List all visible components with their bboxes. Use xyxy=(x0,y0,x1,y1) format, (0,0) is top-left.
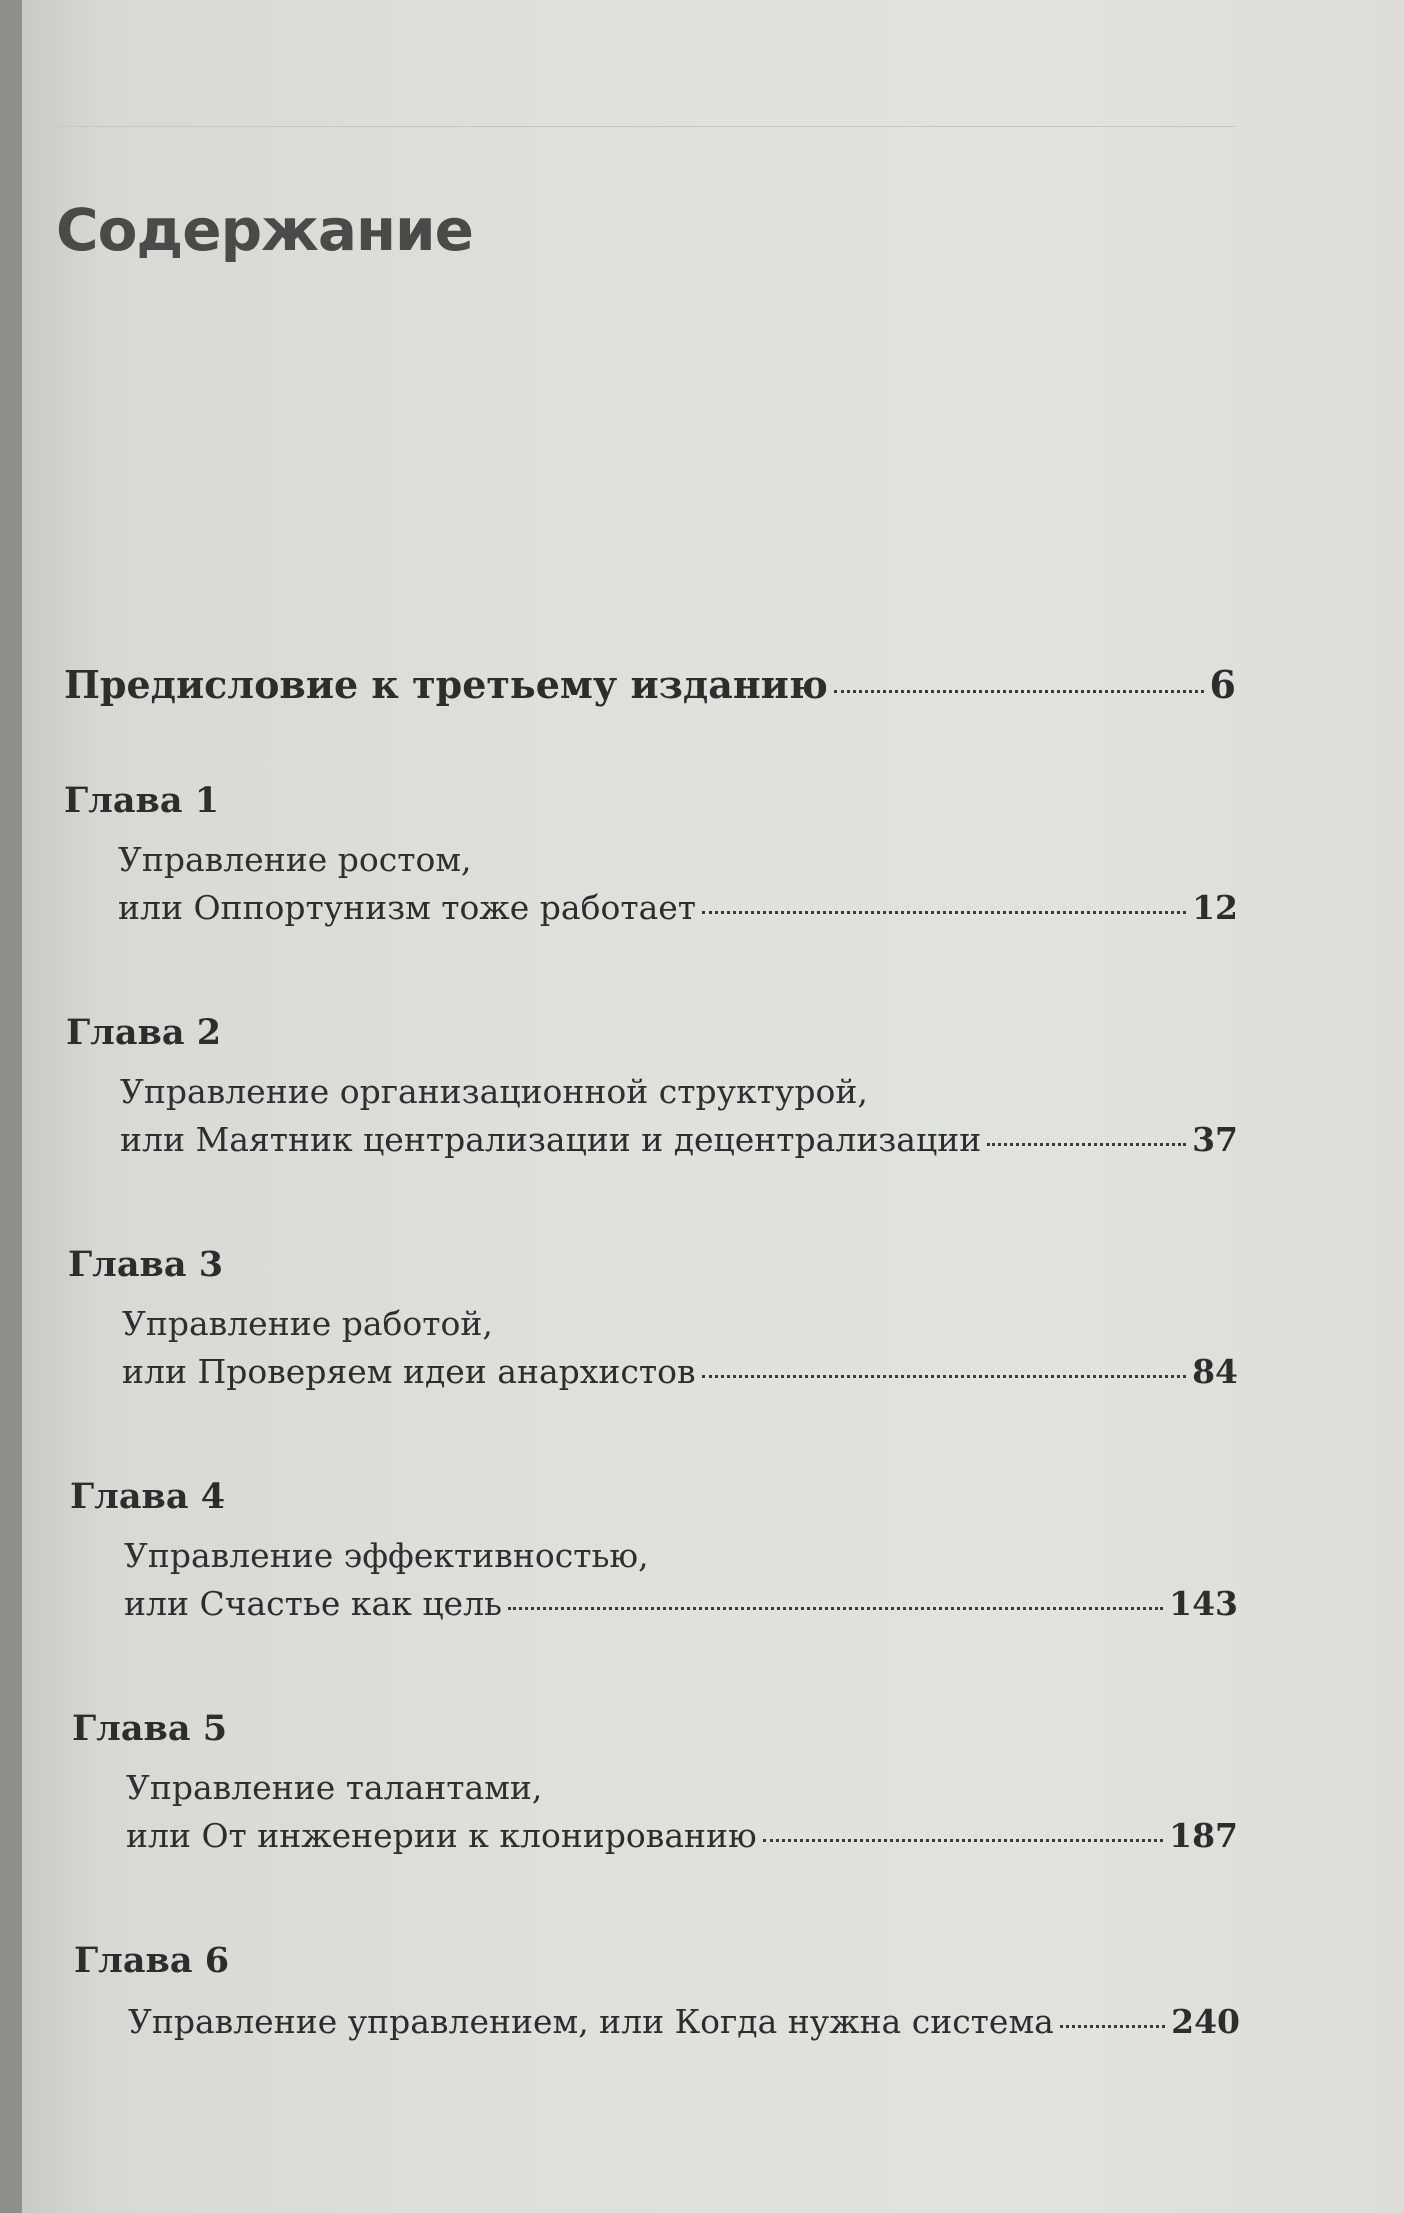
chapter-title-line-2: или Проверяем идеи анархистов xyxy=(122,1352,696,1391)
toc-entry-chapter-3[interactable] xyxy=(122,1352,1238,1391)
chapter-label-4: Глава 4 xyxy=(70,1476,226,1517)
dot-leader xyxy=(987,1143,1186,1146)
toc-page-number: 84 xyxy=(1192,1352,1238,1391)
toc-entry-chapter-2[interactable] xyxy=(120,1120,1238,1159)
bleed-through-running-head xyxy=(58,92,1236,127)
toc-page-number: 240 xyxy=(1171,2002,1240,2041)
toc-entry-chapter-1[interactable] xyxy=(118,888,1238,927)
chapter-title-line-2: или Счастье как цель xyxy=(124,1584,503,1623)
chapter-title-line-1: Управление организационной структурой, xyxy=(120,1072,868,1111)
chapter-title-line-2: или Оппортунизм тоже работает xyxy=(118,888,697,927)
dot-leader xyxy=(763,1839,1163,1842)
chapter-title-line-1: Управление талантами, xyxy=(126,1768,543,1807)
chapter-label-1: Глава 1 xyxy=(64,780,220,821)
dot-leader xyxy=(702,911,1186,914)
toc-page-number: 6 xyxy=(1209,662,1236,707)
toc-entry-preface[interactable] xyxy=(64,662,1236,707)
chapter-label-6: Глава 6 xyxy=(74,1940,230,1981)
page-title: Содержание xyxy=(56,196,474,264)
toc-entry-chapter-4[interactable] xyxy=(124,1584,1238,1623)
chapter-title-line-2: или Маятник централизации и децентрализации xyxy=(120,1120,982,1159)
chapter-label-2: Глава 2 xyxy=(66,1012,222,1053)
toc-page-number: 12 xyxy=(1192,888,1238,927)
chapter-title-line-2: или От инженерии к клонированию xyxy=(126,1816,757,1855)
book-page xyxy=(22,0,1404,2213)
chapter-title-line-1: Управление управлением, или Когда нужна система xyxy=(128,2002,1054,2041)
chapter-title-line-1: Управление ростом, xyxy=(118,840,472,879)
toc-entry-label: Предисловие к третьему изданию xyxy=(64,662,828,707)
dot-leader xyxy=(702,1375,1187,1378)
toc-page-number: 37 xyxy=(1192,1120,1238,1159)
toc-entry-chapter-5[interactable] xyxy=(126,1816,1238,1855)
dot-leader xyxy=(1060,2025,1165,2028)
toc-entry-chapter-6[interactable] xyxy=(128,2002,1240,2041)
dot-leader xyxy=(834,690,1204,693)
chapter-label-3: Глава 3 xyxy=(68,1244,224,1285)
toc-page-number: 187 xyxy=(1169,1816,1238,1855)
chapter-title-line-1: Управление работой, xyxy=(122,1304,493,1343)
chapter-title-line-1: Управление эффективностью, xyxy=(124,1536,649,1575)
dot-leader xyxy=(508,1607,1163,1610)
toc-page-number: 143 xyxy=(1169,1584,1238,1623)
chapter-label-5: Глава 5 xyxy=(72,1708,228,1749)
